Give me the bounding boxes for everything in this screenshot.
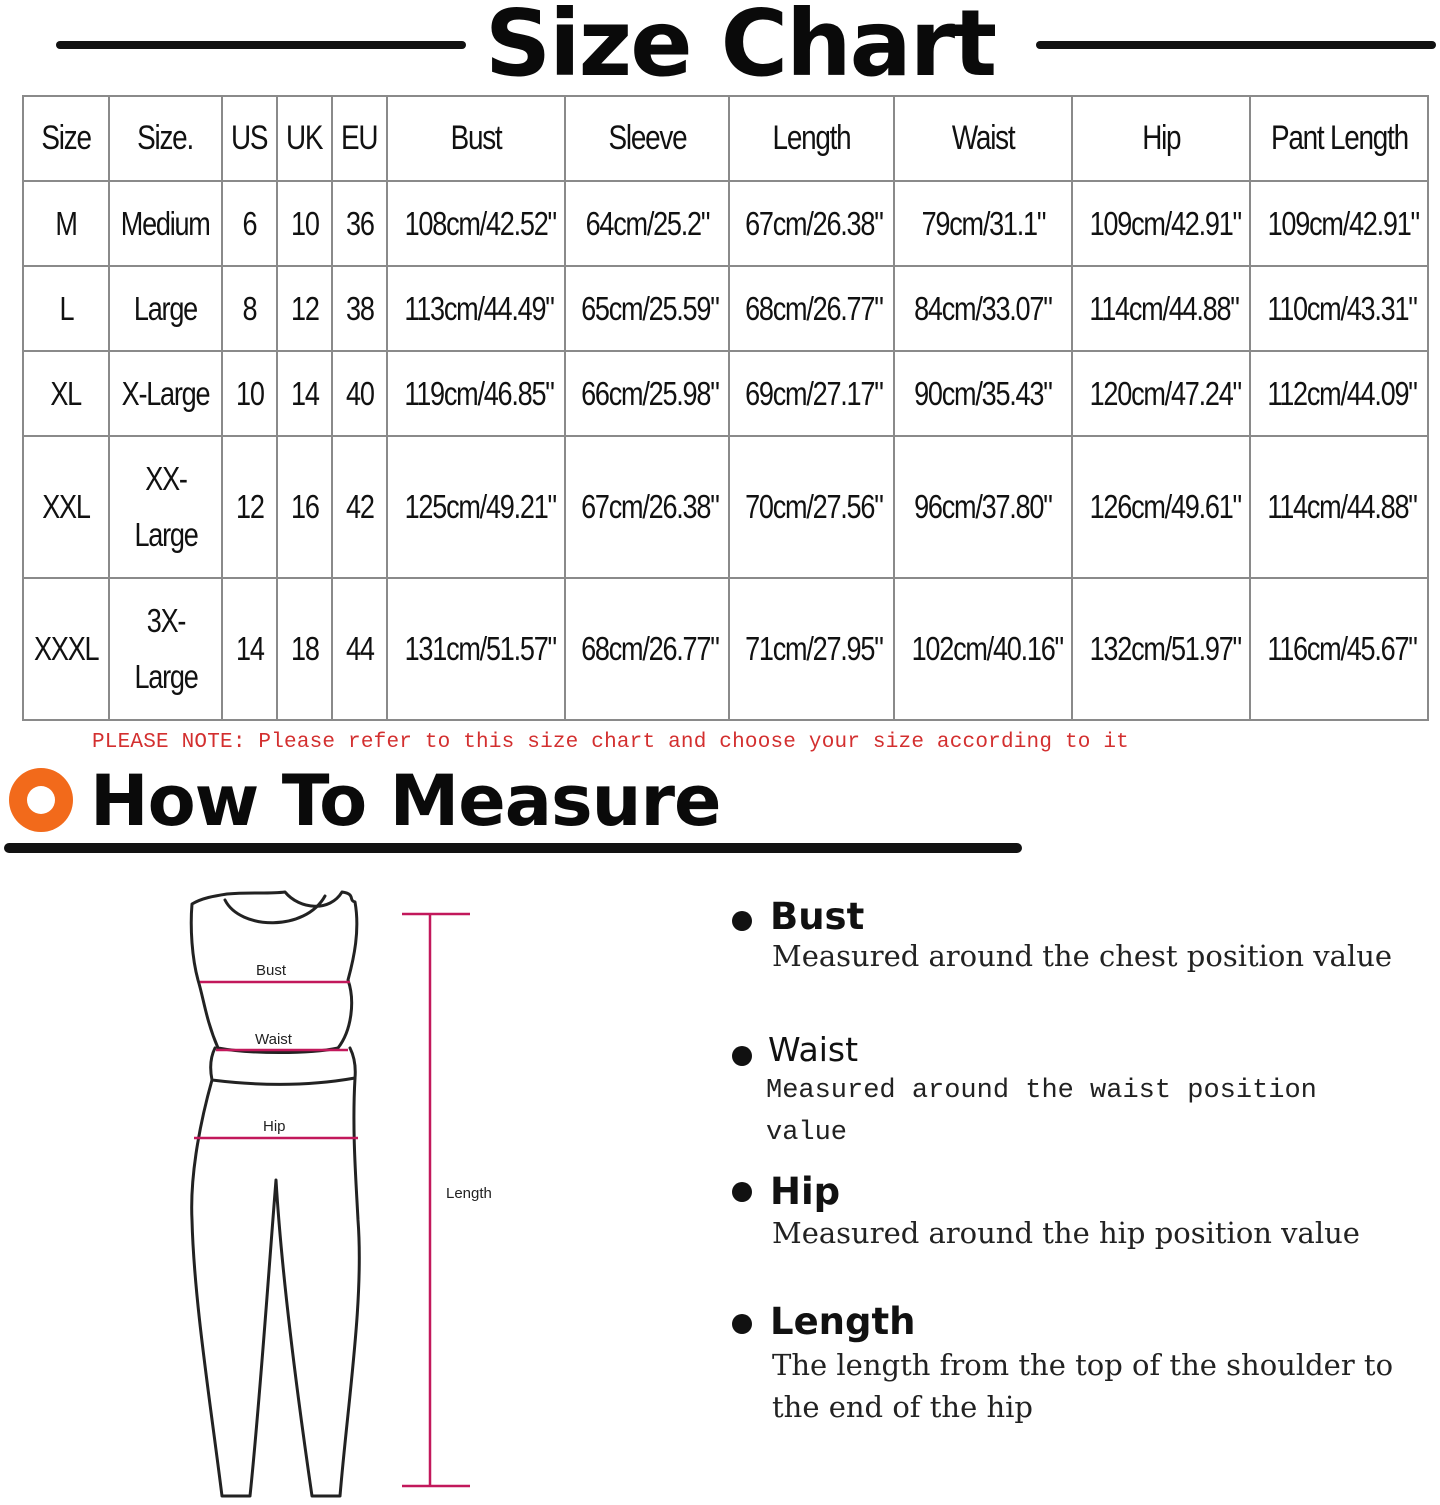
measure-text: Measured around the chest position value xyxy=(772,939,1393,973)
table-cell: 125cm/49.21" xyxy=(387,436,565,578)
table-cell: 38 xyxy=(332,266,387,351)
table-cell: 71cm/27.95" xyxy=(729,578,894,720)
table-cell: 69cm/27.17" xyxy=(729,351,894,436)
table-row xyxy=(23,266,1428,351)
table-header-row xyxy=(23,96,1428,181)
table-cell: 109cm/42.91" xyxy=(1072,181,1250,266)
table-cell: 84cm/33.07" xyxy=(894,266,1072,351)
table-cell: 126cm/49.61" xyxy=(1072,436,1250,578)
table-row xyxy=(23,181,1428,266)
table-cell: 120cm/47.24" xyxy=(1072,351,1250,436)
header-cell: Waist xyxy=(894,96,1072,181)
measure-term: Hip xyxy=(770,1170,841,1213)
bullet-icon xyxy=(732,1182,752,1202)
table-cell: 109cm/42.91" xyxy=(1250,181,1428,266)
header-cell: Bust xyxy=(387,96,565,181)
title-rule-right xyxy=(1036,41,1436,49)
header-cell: Sleeve xyxy=(565,96,729,181)
table-cell: Large xyxy=(109,266,222,351)
table-cell: 16 xyxy=(277,436,332,578)
bullet-icon xyxy=(732,911,752,931)
table-cell: 67cm/26.38" xyxy=(729,181,894,266)
table-row xyxy=(23,578,1428,720)
table-cell: 18 xyxy=(277,578,332,720)
table-cell: 112cm/44.09" xyxy=(1250,351,1428,436)
table-cell: 70cm/27.56" xyxy=(729,436,894,578)
table-cell: 131cm/51.57" xyxy=(387,578,565,720)
bullet-icon xyxy=(732,1046,752,1066)
size-chart-header xyxy=(0,0,1440,95)
table-cell: 90cm/35.43" xyxy=(894,351,1072,436)
table-cell: 64cm/25.2" xyxy=(565,181,729,266)
table-cell: XXL xyxy=(23,436,109,578)
header-cell: Size xyxy=(23,96,109,181)
table-cell: Medium xyxy=(109,181,222,266)
table-cell: 114cm/44.88" xyxy=(1072,266,1250,351)
measure-item-bust xyxy=(730,895,1410,985)
header-cell: UK xyxy=(277,96,332,181)
table-cell: 44 xyxy=(332,578,387,720)
table-cell: 12 xyxy=(277,266,332,351)
table-cell: 10 xyxy=(277,181,332,266)
measure-item-length xyxy=(730,1300,1410,1440)
figure-label-waist: Waist xyxy=(255,1031,292,1048)
measure-item-waist xyxy=(730,1030,1410,1148)
how-to-measure-title: How To Measure xyxy=(90,760,721,842)
how-to-measure-rule xyxy=(4,843,1022,853)
table-cell: X-Large xyxy=(109,351,222,436)
table-cell: 6 xyxy=(222,181,277,266)
orange-ring-icon xyxy=(9,768,73,832)
table-cell: XXXL xyxy=(23,578,109,720)
table-cell: XL xyxy=(23,351,109,436)
table-cell: 12 xyxy=(222,436,277,578)
header-cell: Length xyxy=(729,96,894,181)
header-cell: Size. xyxy=(109,96,222,181)
table-cell: 42 xyxy=(332,436,387,578)
table-cell: 8 xyxy=(222,266,277,351)
table-cell: 102cm/40.16" xyxy=(894,578,1072,720)
figure-label-length: Length xyxy=(446,1185,492,1202)
table-cell: 3X-Large xyxy=(109,578,222,720)
table-cell: 40 xyxy=(332,351,387,436)
jumpsuit-figure xyxy=(180,880,520,1500)
table-cell: 68cm/26.77" xyxy=(729,266,894,351)
table-cell: 67cm/26.38" xyxy=(565,436,729,578)
page-title: Size Chart xyxy=(484,0,996,97)
table-cell: 132cm/51.97" xyxy=(1072,578,1250,720)
table-cell: 119cm/46.85" xyxy=(387,351,565,436)
table-cell: 110cm/43.31" xyxy=(1250,266,1428,351)
measure-text: Measured around the hip position value xyxy=(772,1216,1360,1250)
measure-item-hip xyxy=(730,1170,1410,1260)
table-cell: 114cm/44.88" xyxy=(1250,436,1428,578)
table-cell: 10 xyxy=(222,351,277,436)
table-cell: XX-Large xyxy=(109,436,222,578)
table-cell: 36 xyxy=(332,181,387,266)
table-cell: 79cm/31.1" xyxy=(894,181,1072,266)
measure-term: Bust xyxy=(770,895,865,938)
measure-text: The length from the top of the shoulder to the end of the hip xyxy=(772,1348,1394,1424)
measure-term: Length xyxy=(770,1300,916,1343)
header-cell: US xyxy=(222,96,277,181)
table-cell: 66cm/25.98" xyxy=(565,351,729,436)
table-cell: 116cm/45.67" xyxy=(1250,578,1428,720)
table-cell: M xyxy=(23,181,109,266)
measure-text: Measured around the waist position value xyxy=(766,1076,1317,1148)
table-cell: 14 xyxy=(222,578,277,720)
table-cell: 108cm/42.52" xyxy=(387,181,565,266)
figure-label-hip: Hip xyxy=(263,1118,286,1135)
header-cell: Hip xyxy=(1072,96,1250,181)
table-cell: L xyxy=(23,266,109,351)
table-cell: 68cm/26.77" xyxy=(565,578,729,720)
table-cell: 113cm/44.49" xyxy=(387,266,565,351)
header-cell: EU xyxy=(332,96,387,181)
size-note: PLEASE NOTE: Please refer to this size chart and choose your size according to it xyxy=(92,731,1129,754)
size-table xyxy=(22,95,1429,721)
table-cell: 96cm/37.80" xyxy=(894,436,1072,578)
table-cell: 14 xyxy=(277,351,332,436)
table-cell: 65cm/25.59" xyxy=(565,266,729,351)
measure-term: Waist xyxy=(768,1030,859,1069)
header-cell: Pant Length xyxy=(1250,96,1428,181)
title-rule-left xyxy=(56,41,466,49)
table-row xyxy=(23,351,1428,436)
table-row xyxy=(23,436,1428,578)
bullet-icon xyxy=(732,1314,752,1334)
figure-label-bust: Bust xyxy=(256,962,287,979)
